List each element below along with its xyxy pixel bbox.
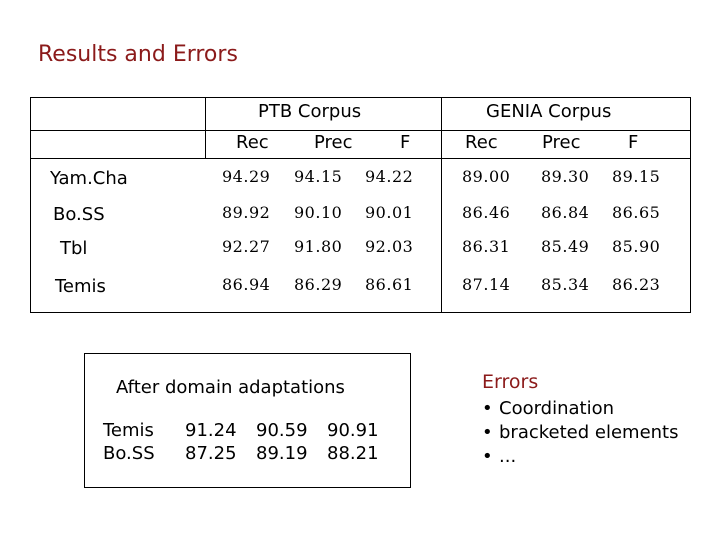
error-item: ...: [499, 446, 517, 467]
table-cell: 89.30: [541, 167, 590, 186]
table-cell: 89.92: [222, 203, 271, 222]
table-cell: 92.27: [222, 237, 271, 256]
table-cell: 89.00: [462, 167, 511, 186]
column-header-rec: Rec: [236, 132, 269, 153]
table-cell: 86.94: [222, 275, 271, 294]
bullet-icon: •: [482, 398, 493, 419]
adaptation-cell: 91.24: [185, 420, 237, 441]
error-item: Coordination: [499, 398, 615, 419]
table-cell: 86.23: [612, 275, 661, 294]
table-cell: 86.84: [541, 203, 590, 222]
table-cell: 86.29: [294, 275, 343, 294]
table-cell: 85.90: [612, 237, 661, 256]
column-header-f: F: [628, 132, 639, 153]
adaptation-cell: 90.59: [256, 420, 308, 441]
bullet-icon: •: [482, 446, 493, 467]
table-group-divider: [441, 97, 442, 312]
table-cell: 89.15: [612, 167, 661, 186]
bullet-icon: •: [482, 422, 493, 443]
group-header-ptb: PTB Corpus: [258, 101, 362, 122]
slide-title: Results and Errors: [38, 42, 238, 67]
column-header-prec: Prec: [314, 132, 353, 153]
table-cell: 86.31: [462, 237, 511, 256]
table-cell: 94.29: [222, 167, 271, 186]
adaptation-cell: 88.21: [327, 443, 379, 464]
column-header-rec: Rec: [465, 132, 498, 153]
table-cell: 85.34: [541, 275, 590, 294]
table-label-divider: [205, 97, 206, 159]
adaptation-row-label: Temis: [103, 420, 154, 441]
row-label: Temis: [55, 276, 106, 297]
adaptation-cell: 90.91: [327, 420, 379, 441]
table-cell: 90.01: [365, 203, 414, 222]
row-label: Yam.Cha: [50, 168, 128, 189]
adaptation-row-label: Bo.SS: [103, 443, 155, 464]
row-label: Tbl: [60, 238, 88, 259]
table-cell: 94.22: [365, 167, 414, 186]
table-cell: 90.10: [294, 203, 343, 222]
table-cell: 86.46: [462, 203, 511, 222]
column-header-prec: Prec: [542, 132, 581, 153]
table-cell: 92.03: [365, 237, 414, 256]
table-cell: 86.65: [612, 203, 661, 222]
adaptation-title: After domain adaptations: [116, 377, 345, 398]
column-header-f: F: [400, 132, 411, 153]
adaptation-cell: 87.25: [185, 443, 237, 464]
table-header-divider: [30, 130, 690, 131]
errors-title: Errors: [482, 371, 539, 393]
row-label: Bo.SS: [53, 204, 105, 225]
table-cell: 86.61: [365, 275, 414, 294]
table-cell: 87.14: [462, 275, 511, 294]
table-cell: 91.80: [294, 237, 343, 256]
error-item: bracketed elements: [499, 422, 679, 443]
group-header-genia: GENIA Corpus: [486, 101, 612, 122]
table-cell: 85.49: [541, 237, 590, 256]
table-subheader-divider: [30, 158, 690, 159]
adaptation-cell: 89.19: [256, 443, 308, 464]
table-cell: 94.15: [294, 167, 343, 186]
